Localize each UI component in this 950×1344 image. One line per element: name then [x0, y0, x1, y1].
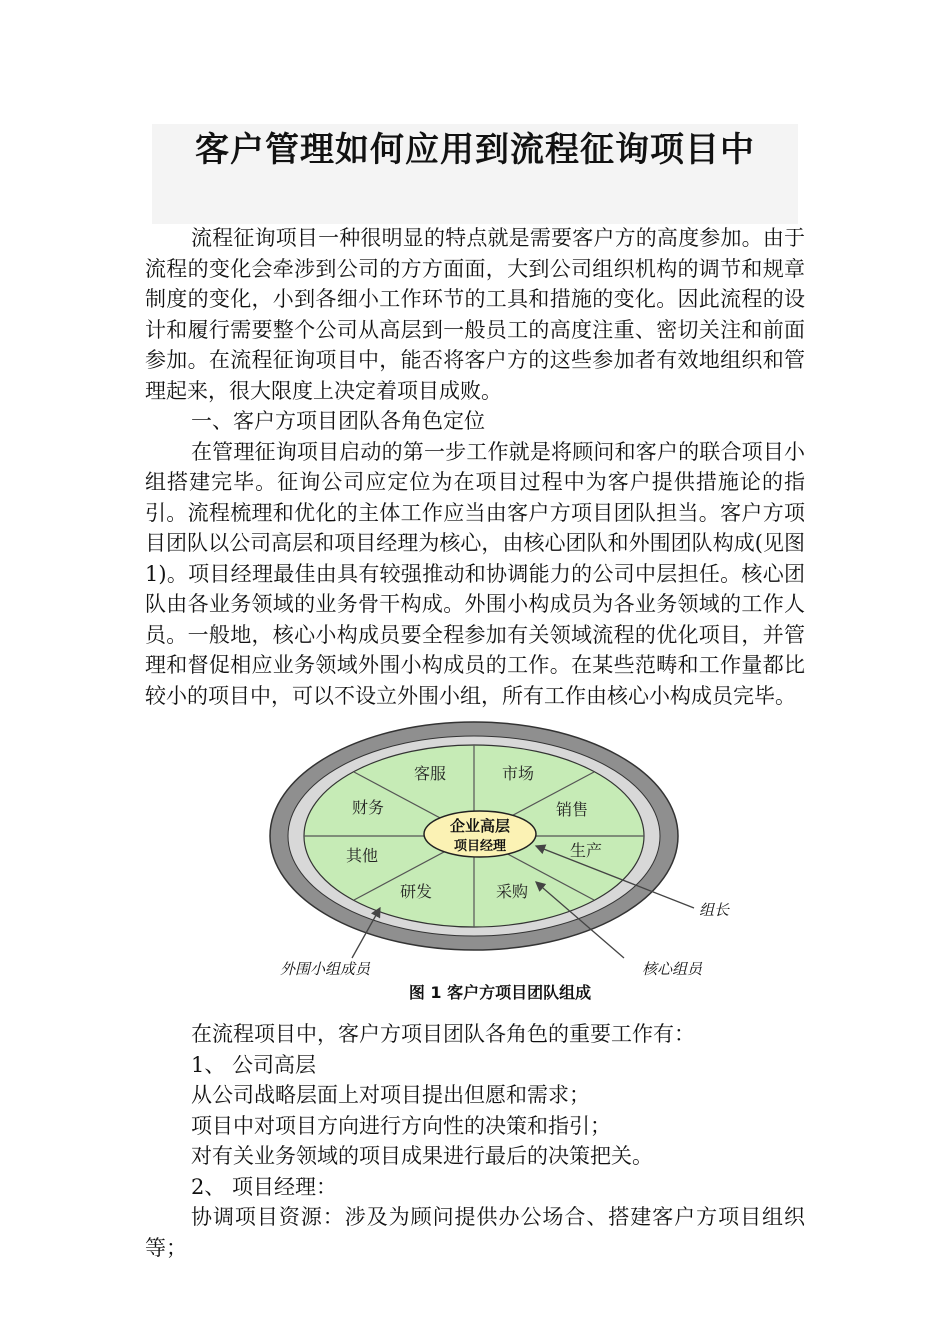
- role-heading-project-manager: 2、 项目经理：: [191, 1174, 338, 1199]
- sector-label-caigou: 采购: [495, 882, 529, 901]
- role-heading-executives: 1、 公司高层: [191, 1052, 317, 1077]
- body-block-bottom: [145, 1019, 805, 1263]
- center-label-bottom: 项目经理: [453, 839, 507, 854]
- role-item: 对有关业务领域的项目成果进行最后的决策把关。: [191, 1144, 653, 1168]
- sector-label-qita: 其他: [345, 846, 379, 865]
- sector-label-kefu: 客服: [413, 764, 447, 783]
- team-paragraph: 在管理征询项目启动的第一步工作就是将顾问和客户的联合项目小组搭建完毕。征询公司应定位为在项目过程中为客户提供措施论的指引。流程梳理和优化的主体工作应当由客户方项目团队担当。客户方项目团队以公司高层和项目经理为核心，由核心团队和外围团队构成(见图1)。项目经理最佳由具有较强推动和协调能力的公司中层担任。核心团队由各业务领域的业务骨干构成。外围小构成员为各业务领域的工作人员。一般地，核心小构成员要全程参加有关领域流程的优化项目，并管理和督促相应业务领域外围小构成员的工作。在某些范畴和工作量都比较小的项目中，可以不设立外围小组，所有工作由核心小构成员完毕。: [145, 439, 805, 708]
- role-item: 项目中对项目方向进行方向性的决策和指引；: [191, 1113, 611, 1138]
- body-block-top: [145, 223, 805, 711]
- center-label-top: 企业高层: [449, 817, 511, 835]
- figure-caption: 图 1 客户方项目团队组成: [408, 983, 592, 1002]
- annotation-leader: 组长: [698, 901, 730, 919]
- section-heading: 一、客户方项目团队各角色定位: [191, 409, 485, 433]
- annotation-outer-members: 外围小组成员: [280, 960, 371, 978]
- sector-label-xiaoshou: 销售: [555, 800, 589, 819]
- sector-label-shichang: 市场: [501, 764, 535, 783]
- team-diagram: [268, 712, 768, 1010]
- role-item: 从公司战略层面上对项目提出但愿和需求；: [191, 1083, 590, 1107]
- sector-label-caiwu: 财务: [351, 798, 385, 817]
- sector-label-shengchan: 生产: [569, 841, 603, 860]
- intro-paragraph: 流程征询项目一种很明显的特点就是需要客户方的高度参加。由于流程的变化会牵涉到公司的方方面面，大到公司组织机构的调节和规章制度的变化，小到各细小工作环节的工具和措施的变化。因此流程的设计和履行需要整个公司从高层到一般员工的高度注重、密切关注和前面参加。在流程征询项目中，能否将客户方的这些参加者有效地组织和管理起来，很大限度上决定着项目成败。: [145, 226, 805, 403]
- role-item: 协调项目资源：涉及为顾问提供办公场合、搭建客户方项目组织等；: [145, 1205, 805, 1260]
- roles-intro: 在流程项目中，客户方项目团队各角色的重要工作有：: [191, 1022, 695, 1046]
- document-title: 客户管理如何应用到流程征询项目中: [195, 130, 755, 170]
- annotation-core-members: 核心组员: [642, 960, 703, 978]
- sector-label-yanfa: 研发: [399, 882, 433, 901]
